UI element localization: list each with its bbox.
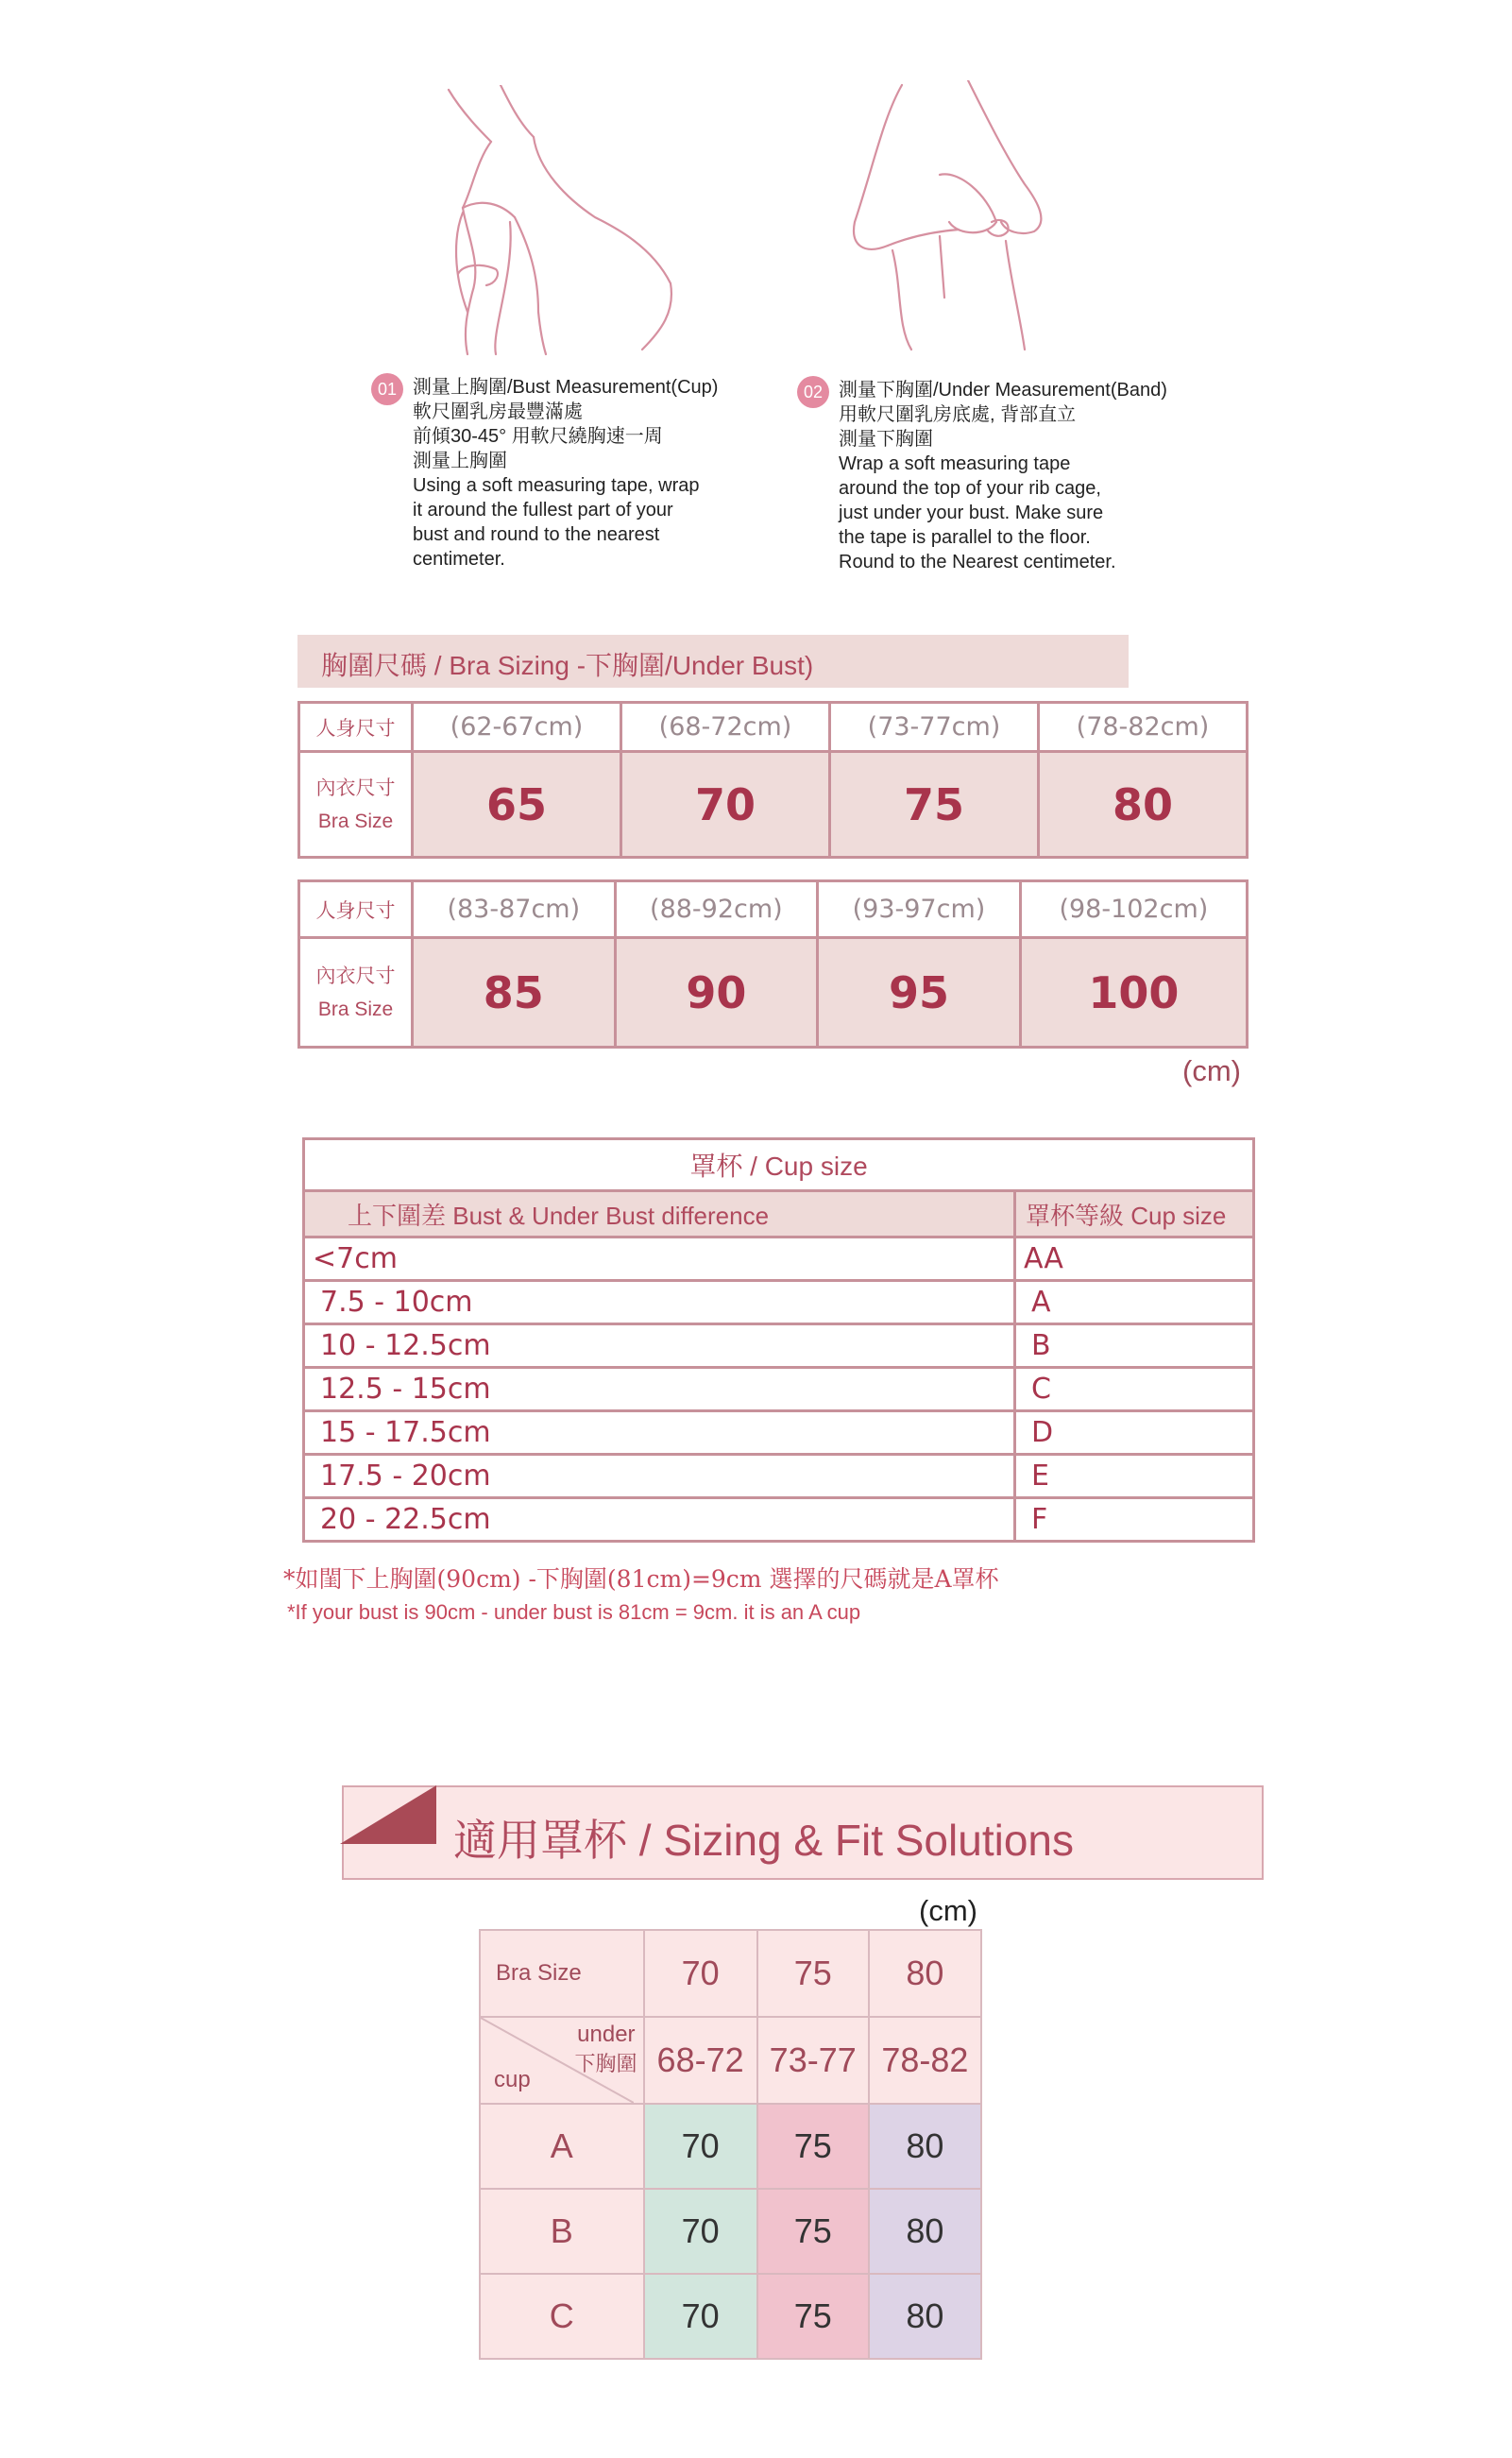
note-line: centimeter. <box>413 549 505 570</box>
diff-cell: 7.5 - 10cm <box>304 1281 1015 1324</box>
cup-size-title-zh: 罩杯 <box>689 1151 743 1182</box>
fit-value-cell: 80 <box>869 2104 981 2189</box>
note-line: around the top of your rib cage, <box>839 478 1101 499</box>
cup-label: cup <box>494 2067 531 2092</box>
note-line: Wrap a soft measuring tape <box>839 453 1071 474</box>
banner-triangle-icon <box>340 1785 436 1849</box>
bra-size-value: 75 <box>830 752 1039 858</box>
bra-size-value: 80 <box>1039 752 1248 858</box>
table-row <box>304 1324 1254 1368</box>
bra-sizing-title-bar <box>297 635 1129 688</box>
diff-cell: <7cm <box>304 1238 1015 1281</box>
bra-size-value: 70 <box>621 752 830 858</box>
note-line: it around the fullest part of your <box>413 500 673 521</box>
fit-value-cell: 80 <box>869 2274 981 2359</box>
diff-header-en: Bust & Under Bust difference <box>446 1201 770 1230</box>
fit-value-cell: 75 <box>757 2274 869 2359</box>
bra-size-value: 65 <box>413 752 621 858</box>
fit-value-cell: 70 <box>644 2189 757 2274</box>
fit-value-cell: 75 <box>757 2104 869 2189</box>
under-range: 73-77 <box>757 2017 869 2104</box>
diff-cell: 15 - 17.5cm <box>304 1411 1015 1455</box>
cup-cell: A <box>1015 1281 1254 1324</box>
body-size-range: (83-87cm) <box>413 881 616 938</box>
body-size-range: (73-77cm) <box>830 703 1039 752</box>
bra-size-value: 90 <box>615 938 818 1048</box>
step-badge-01: 01 <box>371 373 403 405</box>
bust-measurement-note <box>377 375 719 572</box>
bra-size-table-2 <box>297 879 1249 1049</box>
note-line: just under your bust. Make sure <box>839 503 1104 523</box>
fit-size-header: 70 <box>644 1930 757 2017</box>
fit-table <box>479 1929 982 2360</box>
fit-solutions-title <box>453 1806 1074 1869</box>
body-size-label: 人身尺寸 <box>299 703 413 752</box>
table-row <box>304 1411 1254 1455</box>
body-size-range: (68-72cm) <box>621 703 830 752</box>
diff-cell: 17.5 - 20cm <box>304 1455 1015 1498</box>
body-size-range: (62-67cm) <box>413 703 621 752</box>
fit-title-en: / Sizing & Fit Solutions <box>627 1816 1074 1865</box>
fit-value-cell: 75 <box>757 2189 869 2274</box>
diff-column-header <box>304 1191 1015 1238</box>
note-line: 軟尺圍乳房最豐滿處 <box>413 401 583 422</box>
fit-value-cell: 70 <box>644 2104 757 2189</box>
cup-cell: AA <box>1015 1238 1254 1281</box>
cup-header-zh: 罩杯等級 <box>1026 1202 1125 1231</box>
bra-size-label-en: Bra Size <box>317 998 394 1020</box>
cup-size-title-sep: / <box>742 1152 765 1181</box>
bra-size-value: 95 <box>818 938 1021 1048</box>
note-line: 用軟尺圍乳房底處, 背部直立 <box>839 404 1077 425</box>
bust-measurement-illustration <box>425 85 708 359</box>
fit-title-zh: 適用罩杯 <box>453 1815 627 1866</box>
table-row <box>480 2104 981 2189</box>
note-line: Using a soft measuring tape, wrap <box>413 475 700 496</box>
under-label-zh: 下胸圍 <box>574 2053 637 2076</box>
fit-size-header: 80 <box>869 1930 981 2017</box>
cup-footnote-zh: *如閨下上胸圍(90cm) -下胸圍(81cm)=9cm 選擇的尺碼就是A罩杯 <box>283 1565 999 1593</box>
under-range: 68-72 <box>644 2017 757 2104</box>
bra-size-label-zh: 內衣尺寸 <box>315 776 396 799</box>
table-row <box>480 2274 981 2359</box>
diff-cell: 12.5 - 15cm <box>304 1368 1015 1411</box>
cup-cell: D <box>1015 1411 1254 1455</box>
table-row <box>304 1498 1254 1542</box>
bra-sizing-unit: (cm) <box>1182 1054 1241 1087</box>
fit-cup-label: C <box>480 2274 644 2359</box>
under-cup-corner-cell <box>480 2017 644 2104</box>
cup-size-title <box>304 1139 1254 1191</box>
fit-cup-label: B <box>480 2189 644 2274</box>
underbust-measurement-illustration <box>845 80 1091 354</box>
cup-cell: E <box>1015 1455 1254 1498</box>
cup-cell: F <box>1015 1498 1254 1542</box>
table-row <box>304 1368 1254 1411</box>
diff-header-zh: 上下圍差 <box>348 1202 447 1231</box>
note-line: 測量上胸圍 <box>413 451 507 471</box>
cup-header-en: Cup size <box>1124 1201 1227 1230</box>
body-size-range: (93-97cm) <box>818 881 1021 938</box>
body-size-range: (98-102cm) <box>1020 881 1247 938</box>
table-row <box>304 1281 1254 1324</box>
fit-value-cell: 70 <box>644 2274 757 2359</box>
under-range: 78-82 <box>869 2017 981 2104</box>
diff-cell: 10 - 12.5cm <box>304 1324 1015 1368</box>
fit-value-cell: 80 <box>869 2189 981 2274</box>
note-line: 測量上胸圍/Bust Measurement(Cup) <box>413 377 719 398</box>
note-line: Round to the Nearest centimeter. <box>839 552 1116 572</box>
bra-size-value: 85 <box>413 938 616 1048</box>
body-size-range: (88-92cm) <box>615 881 818 938</box>
bra-size-table-1 <box>297 701 1249 859</box>
cup-size-title-en: Cup size <box>764 1152 868 1181</box>
cup-size-table <box>302 1137 1255 1543</box>
note-line: 前傾30-45° 用軟尺繞胸速一周 <box>413 426 663 447</box>
bra-size-label: Bra Size <box>480 1930 644 2017</box>
cup-column-header <box>1015 1191 1254 1238</box>
table-row <box>480 2189 981 2274</box>
note-line: 測量下胸圍/Under Measurement(Band) <box>839 380 1167 401</box>
note-line: the tape is parallel to the floor. <box>839 527 1091 548</box>
under-label-en: under <box>577 2022 636 2047</box>
diff-cell: 20 - 22.5cm <box>304 1498 1015 1542</box>
table-row <box>304 1455 1254 1498</box>
fit-size-header: 75 <box>757 1930 869 2017</box>
bra-size-label <box>299 938 413 1048</box>
bra-size-label-zh: 內衣尺寸 <box>315 964 396 987</box>
fit-unit: (cm) <box>919 1894 977 1927</box>
body-size-range: (78-82cm) <box>1039 703 1248 752</box>
table-row <box>304 1238 1254 1281</box>
bra-size-label-en: Bra Size <box>317 810 394 832</box>
note-line: bust and round to the nearest <box>413 524 660 545</box>
note-line: 測量下胸圍 <box>839 429 933 450</box>
bra-size-value: 100 <box>1020 938 1247 1048</box>
bra-sizing-title: 胸圍尺碼 / Bra Sizing -下胸圍/Under Bust) <box>321 651 814 680</box>
step-badge-02: 02 <box>797 376 829 408</box>
cup-cell: B <box>1015 1324 1254 1368</box>
bra-size-label <box>299 752 413 858</box>
fit-cup-label: A <box>480 2104 644 2189</box>
body-size-label: 人身尺寸 <box>299 881 413 938</box>
cup-cell: C <box>1015 1368 1254 1411</box>
underbust-measurement-note <box>803 378 1167 574</box>
cup-footnote-en: *If your bust is 90cm - under bust is 81cm = 9cm. it is an A cup <box>287 1600 861 1624</box>
